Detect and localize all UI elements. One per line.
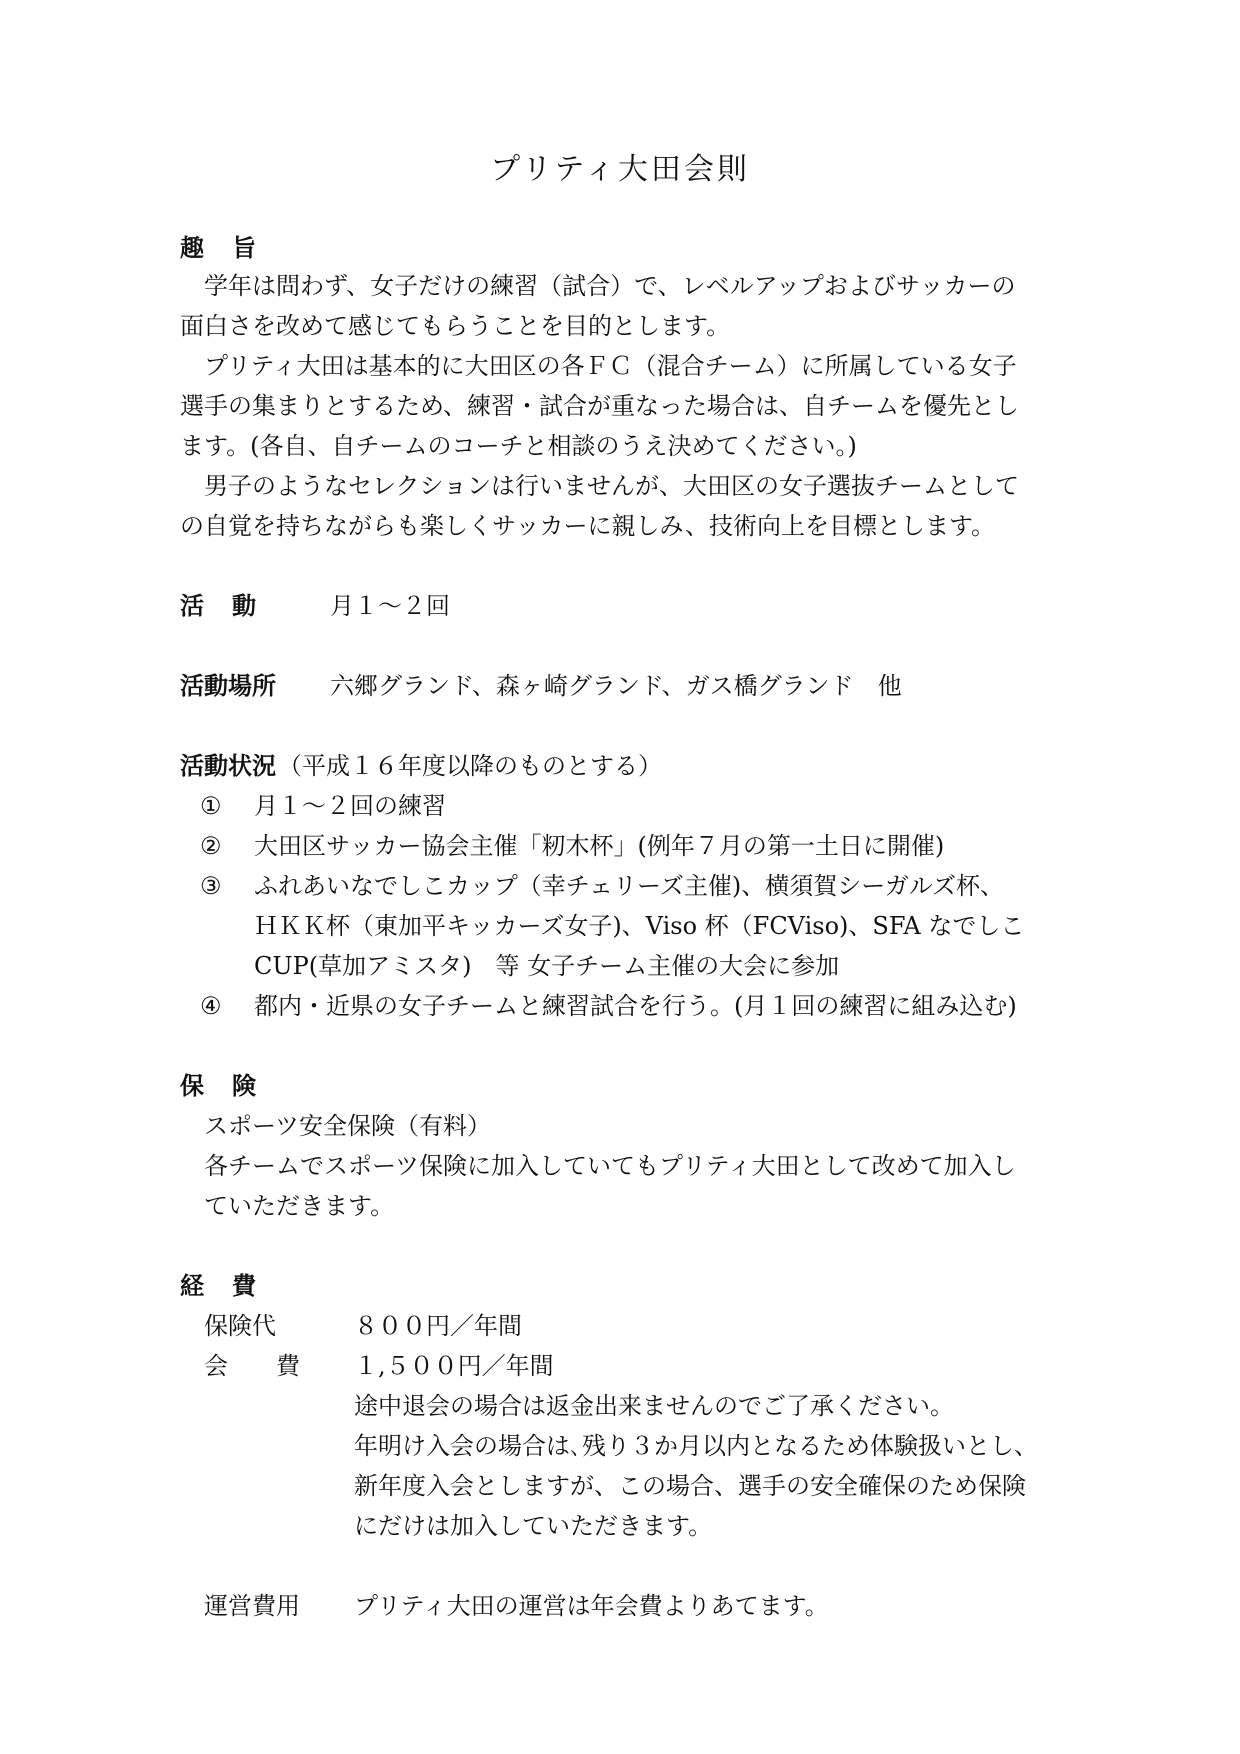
list-item: ふれあいなでしこカップ（幸チェリーズ主催)、横須賀シーガルズ杯、 xyxy=(254,872,1005,900)
purpose-line: 男子のようなセレクションは行いませんが、大田区の女子選抜チームとして xyxy=(204,472,1020,500)
list-item: CUP(草加アミスタ) 等 女子チーム主催の大会に参加 xyxy=(254,952,840,980)
list-item: ＨＫＫ杯（東加平キッカーズ女子)、Viso 杯（FCViso)、SFA なでしこ xyxy=(254,912,1025,940)
list-item: 大田区サッカー協会主催「籾木杯」(例年７月の第一土日に開催) xyxy=(254,832,945,860)
activity-location: 六郷グランド、森ヶ崎グランド、ガス橋グランド 他 xyxy=(330,672,902,700)
membership-fee-label: 会 費 xyxy=(204,1352,300,1380)
activity-frequency: 月１～２回 xyxy=(330,592,450,620)
insurance-fee-label: 保険代 xyxy=(204,1312,276,1340)
fee-note: 新年度入会としますが、この場合、選手の安全確保のため保険 xyxy=(354,1472,1026,1500)
purpose-line: 面白さを改めて感じてもらうことを目的とします。 xyxy=(180,312,731,340)
purpose-line: 選手の集まりとするため、練習・試合が重なった場合は、自チームを優先とし xyxy=(180,392,1020,420)
purpose-line: の自覚を持ちながらも楽しくサッカーに親しみ、技術向上を目標とします。 xyxy=(180,512,996,540)
membership-fee-value: １,５００円／年間 xyxy=(354,1352,554,1380)
section-heading-location: 活動場所 xyxy=(180,672,276,700)
document-title: プリティ大田会則 xyxy=(490,152,750,187)
section-heading-purpose: 趣旨 xyxy=(180,234,284,262)
list-item: 月１～２回の練習 xyxy=(254,792,446,820)
insurance-line: スポーツ安全保険（有料） xyxy=(204,1112,492,1140)
fee-note: にだけは加入していただきます。 xyxy=(354,1512,713,1540)
fee-note: 年明け入会の場合は､残り３か月以内となるため体験扱いとし、 xyxy=(354,1432,1038,1460)
purpose-line: ます。(各自、自チームのコーチと相談のうえ決めてください。) xyxy=(180,432,857,460)
fee-note: 途中退会の場合は返金出来ませんのでご了承ください。 xyxy=(354,1392,954,1420)
list-item-number: ① xyxy=(200,792,222,820)
purpose-line: プリティ大田は基本的に大田区の各ＦＣ（混合チーム）に所属している女子 xyxy=(204,352,1017,380)
insurance-line: 各チームでスポーツ保険に加入していてもプリティ大田として改めて加入し xyxy=(204,1152,1016,1180)
section-heading-status: 活動状況 xyxy=(180,752,276,780)
status-note: （平成１６年度以降のものとする） xyxy=(278,752,662,780)
section-heading-insurance: 保険 xyxy=(180,1072,284,1100)
section-heading-activity: 活動 xyxy=(180,592,284,620)
list-item-number: ③ xyxy=(200,872,222,900)
list-item-number: ② xyxy=(200,832,222,860)
operating-cost-label: 運営費用 xyxy=(204,1592,300,1620)
insurance-fee-value: ８００円／年間 xyxy=(354,1312,522,1340)
list-item: 都内・近県の女子チームと練習試合を行う。(月１回の練習に組み込む) xyxy=(254,992,1017,1020)
operating-cost-value: プリティ大田の運営は年会費よりあてます。 xyxy=(354,1592,829,1620)
purpose-line: 学年は問わず、女子だけの練習（試合）で、レベルアップおよびサッカーの xyxy=(204,272,1016,300)
section-heading-expenses: 経費 xyxy=(180,1272,284,1300)
list-item-number: ④ xyxy=(200,992,222,1020)
insurance-line: ていただきます。 xyxy=(204,1192,395,1220)
